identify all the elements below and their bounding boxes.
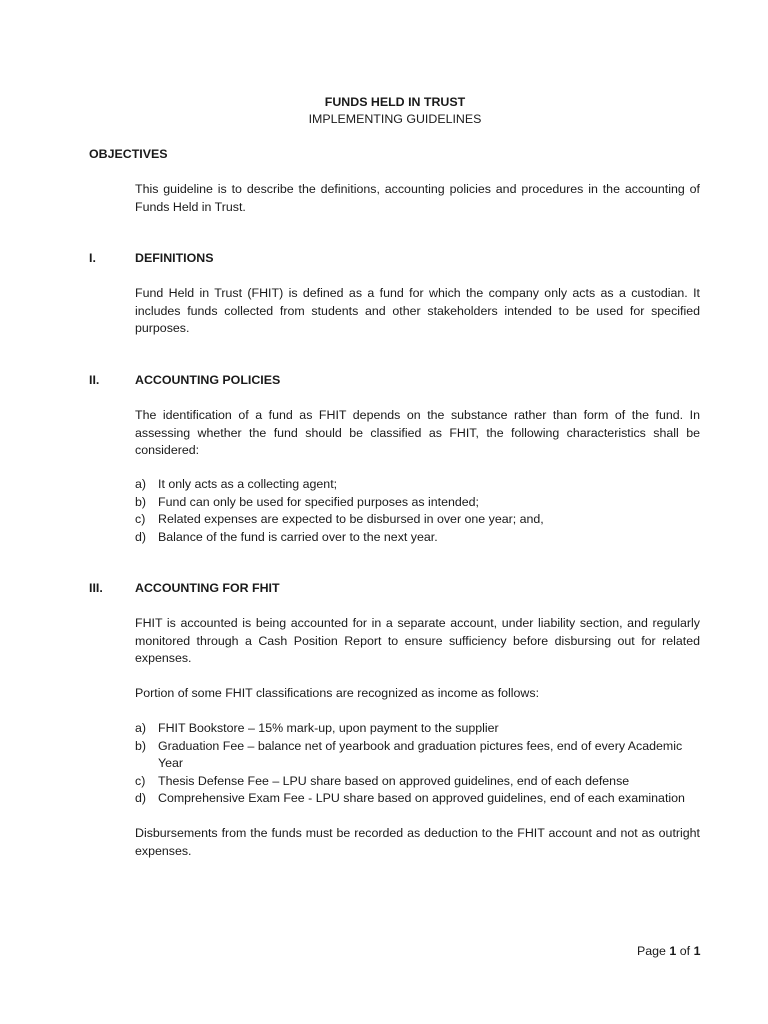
list-item-text: Fund can only be used for specified purposes as intended; — [158, 494, 479, 509]
list-item-label: c) — [135, 773, 146, 788]
list-item-text: FHIT Bookstore – 15% mark-up, upon payment to the supplier — [158, 721, 499, 735]
list-item-label: b) — [135, 494, 147, 509]
list-item — [135, 738, 700, 773]
list-item-label: d) — [135, 529, 147, 544]
objectives-text: This guideline is to describe the definitions, accounting policies and procedures in the accounting of Funds Held in Trust. — [135, 182, 700, 214]
list-item — [135, 790, 700, 808]
list-item-label: a) — [135, 477, 147, 491]
income-recognition-intro: Portion of some FHIT classifications are recognized as income as follows: — [135, 686, 540, 700]
section-heading-accounting-policies: ACCOUNTING POLICIES — [135, 373, 281, 387]
list-item-text: Graduation Fee – balance net of yearbook and graduation pictures fees, end of every Academic Year — [158, 738, 683, 770]
definitions-paragraph: Fund Held in Trust (FHIT) is defined as a fund for which the company only acts as a custodian. It includes funds collected from students and other stakeholders intended to be used for specified purposes. — [135, 286, 700, 335]
list-item — [135, 529, 700, 547]
list-item-text: Thesis Defense Fee – LPU share based on approved guidelines, end of each defense — [158, 773, 630, 788]
list-item-text: Related expenses are expected to be disbursed in over one year; and, — [158, 512, 544, 526]
section-heading-definitions: DEFINITIONS — [135, 251, 214, 265]
of-word: of — [679, 944, 691, 958]
list-item — [135, 773, 700, 791]
disbursements-paragraph: Disbursements from the funds must be recorded as deduction to the FHIT account and not as outright expenses. — [135, 826, 700, 858]
list-item — [135, 511, 700, 529]
section-heading-accounting-for-fhit: ACCOUNTING FOR FHIT — [135, 581, 280, 595]
list-item-text: It only acts as a collecting agent; — [158, 477, 338, 491]
section-number-2: II. — [89, 373, 100, 387]
accounting-for-fhit-paragraph: FHIT is accounted is being accounted for in a separate account, under liability section, and regularly monitored through a Cash Position Report to ensure sufficiency before disbursing out for related expenses. — [135, 616, 700, 665]
current-page-number: 1 — [669, 944, 677, 958]
list-item-label: c) — [135, 512, 146, 526]
list-item-label: a) — [135, 721, 147, 735]
section-number-3: III. — [89, 581, 103, 595]
list-item — [135, 476, 700, 494]
section-number-1: I. — [89, 251, 96, 265]
list-item — [135, 494, 700, 512]
page-number-footer — [637, 943, 700, 961]
total-page-count: 1 — [693, 944, 701, 958]
list-item-label: d) — [135, 791, 147, 805]
page-word: Page — [637, 944, 666, 958]
list-item — [135, 720, 700, 738]
list-item-label: b) — [135, 738, 147, 753]
document-subtitle: IMPLEMENTING GUIDELINES — [308, 112, 482, 126]
document-title: FUNDS HELD IN TRUST — [324, 95, 466, 109]
income-classifications-list — [135, 720, 700, 808]
characteristics-list — [135, 476, 700, 546]
accounting-policies-paragraph: The identification of a fund as FHIT depends on the substance rather than form of the fund. In assessing whether the fund should be classified as FHIT, the following characteristics shall be considered: — [135, 408, 700, 457]
list-item-text: Balance of the fund is carried over to the next year. — [158, 529, 438, 544]
objectives-heading: OBJECTIVES — [89, 147, 168, 161]
list-item-text: Comprehensive Exam Fee - LPU share based on approved guidelines, end of each examination — [158, 791, 685, 805]
